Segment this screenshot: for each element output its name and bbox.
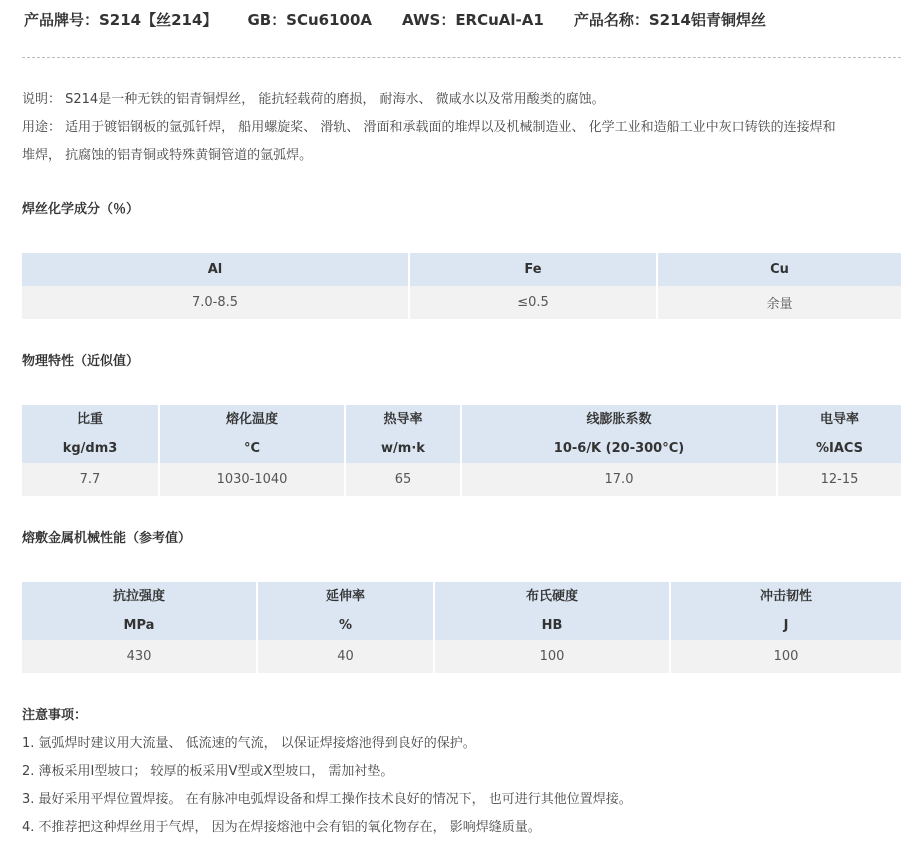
table-header-row [22, 253, 901, 286]
header-name: 熔化温度 [225, 412, 278, 427]
description-text: 说明： S214是一种无铁的铝青铜焊丝， 能抗轻载荷的磨损， 耐海水、 微咸水以及常用酸类的腐蚀。 [22, 92, 605, 107]
physical-header-expansion [461, 405, 777, 463]
physical-table [22, 405, 901, 496]
notes-title: 注意事项： [22, 708, 88, 723]
header-name: 线膨胀系数 [586, 412, 652, 427]
chem-section-title: 焊丝化学成分（％） [22, 202, 140, 217]
note-item-3: 3. 最好采用平焊位置焊接。 在有脉冲电弧焊设备和焊工操作技术良好的情况下， 也可进行其他位置焊接。 [22, 792, 632, 807]
table-row [22, 640, 901, 673]
usage-text-line2: 堆焊， 抗腐蚀的铝青铜或特殊黄铜管道的氩弧焊。 [22, 148, 313, 163]
physical-header-thermal [345, 405, 461, 463]
header-name: 热导率 [383, 412, 423, 427]
physical-header-melting [159, 405, 345, 463]
note-item-2: 2. 薄板采用I型坡口； 较厚的板采用V型或X型坡口， 需加衬垫。 [22, 764, 394, 779]
usage-text-line1: 用途： 适用于镀铝钢板的氩弧钎焊， 船用螺旋桨、 滑轨、 滑面和承载面的堆焊以及机械制造业、 化学工业和造船工业中灰口铸铁的连接焊和 [22, 120, 836, 135]
header-name: 电导率 [819, 412, 859, 427]
physical-value-expansion: 17.0 [461, 463, 777, 496]
physical-value-density: 7.7 [22, 463, 159, 496]
header-unit: HB [541, 618, 563, 633]
chem-header-fe: Fe [409, 253, 657, 286]
header-unit: w/m·k [381, 441, 425, 456]
physical-header-conductivity [777, 405, 901, 463]
mechanical-table [22, 582, 901, 673]
mechanical-header-elongation [257, 582, 434, 640]
header-name: 延伸率 [325, 589, 365, 604]
header-name: 冲击韧性 [759, 589, 812, 604]
header-name: 比重 [76, 412, 103, 427]
header-name: 抗拉强度 [112, 589, 165, 604]
physical-section-title: 物理特性（近似值） [22, 354, 140, 369]
mechanical-header-hardness [434, 582, 670, 640]
product-page [22, 0, 901, 842]
mechanical-value-elongation: 40 [257, 640, 434, 673]
physical-value-thermal: 65 [345, 463, 461, 496]
mechanical-section-title: 熔敷金属机械性能（参考值） [22, 531, 192, 546]
note-item-1: 1. 氩弧焊时建议用大流量、 低流速的气流， 以保证焊接熔池得到良好的保护。 [22, 736, 476, 751]
table-header-row [22, 582, 901, 640]
gb-label: GB：SCu6100A [247, 10, 373, 29]
notes-section [22, 706, 901, 842]
product-header [22, 0, 901, 38]
header-unit: 10-6/K (20-300°C) [553, 441, 685, 456]
header-unit: % [338, 618, 353, 633]
table-row [22, 286, 901, 319]
table-header-row [22, 405, 901, 463]
chem-header-cu: Cu [657, 253, 901, 286]
header-unit: kg/dm3 [62, 441, 118, 456]
aws-label: AWS：ERCuAl-A1 [402, 10, 544, 29]
note-item-4: 4. 不推荐把这种焊丝用于气焊， 因为在焊接熔池中会有铝的氧化物存在， 影响焊缝质量。 [22, 820, 541, 835]
header-unit: %IACS [815, 441, 864, 456]
chem-table [22, 253, 901, 319]
physical-value-conductivity: 12-15 [777, 463, 901, 496]
mechanical-header-tensile [22, 582, 257, 640]
physical-value-melting: 1030-1040 [159, 463, 345, 496]
mechanical-value-tensile: 430 [22, 640, 257, 673]
physical-header-density [22, 405, 159, 463]
product-name-label: 产品名称：S214铝青铜焊丝 [573, 10, 766, 29]
dashed-divider [22, 57, 901, 58]
chem-value-cu: 余量 [657, 286, 901, 319]
mechanical-value-impact: 100 [670, 640, 901, 673]
brand-label: 产品牌号：S214【丝214】 [24, 10, 218, 29]
header-unit: °C [243, 441, 261, 456]
chem-header-al: Al [22, 253, 409, 286]
mechanical-value-hardness: 100 [434, 640, 670, 673]
chem-value-fe: ≤0.5 [409, 286, 657, 319]
table-row [22, 463, 901, 496]
header-unit: MPa [123, 618, 155, 633]
header-name: 布氏硬度 [525, 589, 578, 604]
chem-value-al: 7.0-8.5 [22, 286, 409, 319]
header-unit: J [783, 618, 789, 633]
mechanical-header-impact [670, 582, 901, 640]
